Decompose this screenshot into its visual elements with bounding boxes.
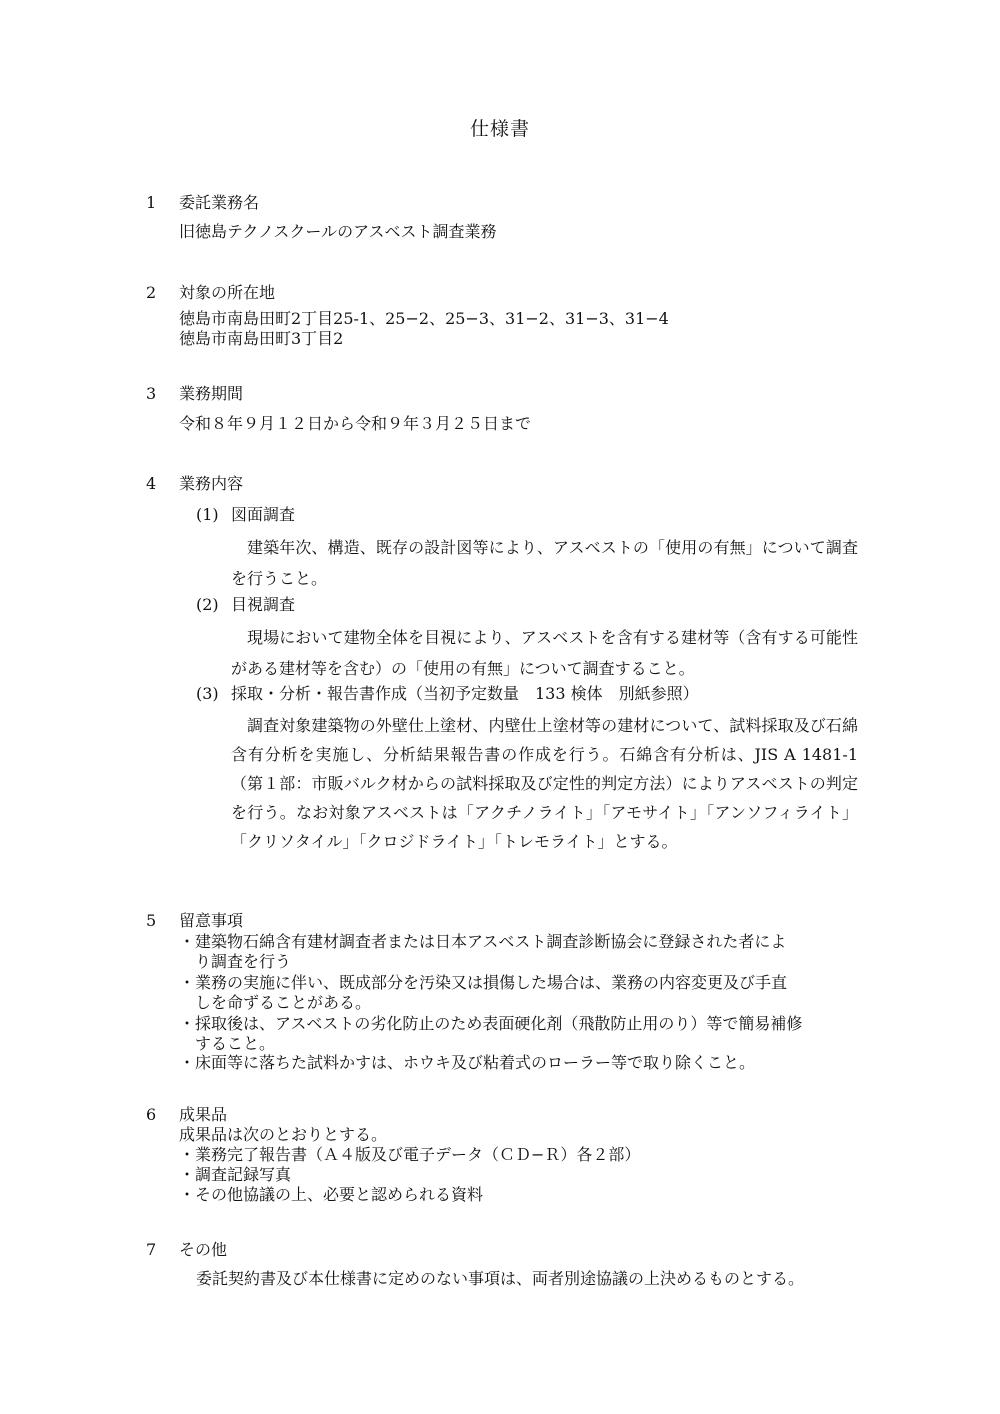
item-1-text: 建築年次、構造、既存の設計図等により、アスベストの「使用の有無」について調査を行うこと。 — [231, 538, 858, 588]
item-3-label: (3) — [196, 684, 219, 703]
section-2-address-2: 徳島市南島田町3丁目2 — [179, 329, 344, 348]
note-2-line-1: ・業務の実施に伴い、既成部分を汚染又は損傷した場合は、業務の内容変更及び手直 — [179, 973, 788, 992]
item-2-title: 目視調査 — [231, 595, 296, 614]
deliverable-1: ・業務完了報告書（Ａ４版及び電子データ（ＣＤ−Ｒ）各２部） — [179, 1145, 641, 1164]
deliverable-3: ・その他協議の上、必要と認められる資料 — [179, 1185, 484, 1204]
note-3-line-1: ・採取後は、アスベストの劣化防止のため表面硬化剤（飛散防止用のり）等で簡易補修 — [179, 1014, 803, 1033]
note-3-line-2: すること。 — [195, 1034, 276, 1053]
note-4: ・床面等に落ちた試料かすは、ホウキ及び粘着式のローラー等で取り除くこと。 — [179, 1053, 756, 1072]
section-3-number: 3 — [146, 384, 157, 403]
section-3-body: 令和８年９月１２日から令和９年３月２５日まで — [179, 414, 532, 433]
section-6-number: 6 — [146, 1105, 157, 1124]
section-4-number: 4 — [146, 474, 157, 493]
item-2-label: (2) — [196, 595, 219, 614]
section-5-number: 5 — [146, 911, 157, 930]
section-1-number: 1 — [146, 193, 157, 212]
section-7-body: 委託契約書及び本仕様書に定めのない事項は、両者別途協議の上決めるものとする。 — [196, 1269, 805, 1288]
section-7-heading: その他 — [179, 1240, 228, 1259]
section-7-number: 7 — [146, 1240, 157, 1259]
section-4-heading: 業務内容 — [179, 474, 244, 493]
section-2-address-1: 徳島市南島田町2丁目25-1、25−2、25−3、31−2、31−3、31−4 — [179, 309, 669, 328]
item-1-label: (1) — [196, 505, 219, 524]
section-6-heading: 成果品 — [179, 1105, 228, 1124]
document-title: 仕様書 — [469, 118, 530, 140]
section-3-heading: 業務期間 — [179, 384, 244, 403]
note-1-line-2: り調査を行う — [195, 952, 292, 971]
note-2-line-2: しを命ずることがある。 — [195, 993, 372, 1012]
item-3-text: 調査対象建築物の外壁仕上塗材、内壁仕上塗材等の建材について、試料採取及び石綿含有分析を実施し、分析結果報告書の作成を行う。石綿含有分析は、JIS A 1481-1（第１部：市販バルク材からの試料採取及び定性的判定方法）によりアスベストの判定を行う。なお対象アスベストは「アクチノライト」「アモサイト」「アンソフィライト」「クリソタイル」「クロジドライト」「トレモライト」とする。 — [231, 716, 858, 851]
deliverable-2: ・調査記録写真 — [179, 1165, 292, 1184]
item-2-text: 現場において建物全体を目視により、アスベストを含有する建材等（含有する可能性がある建材等を含む）の「使用の有無」について調査すること。 — [231, 628, 858, 678]
item-1-title: 図面調査 — [231, 505, 296, 524]
section-1-body: 旧徳島テクノスクールのアスベスト調査業務 — [179, 222, 497, 241]
note-1-line-1: ・建築物石綿含有建材調査者または日本アスベスト調査診断協会に登録された者によ — [179, 932, 787, 951]
section-5-heading: 留意事項 — [179, 911, 244, 930]
item-3-title: 採取・分析・報告書作成（当初予定数量 133 検体 別紙参照） — [231, 684, 699, 703]
deliverables-intro: 成果品は次のとおりとする。 — [179, 1125, 388, 1144]
section-2-number: 2 — [146, 283, 157, 302]
section-2-heading: 対象の所在地 — [179, 283, 276, 302]
section-1-heading: 委託業務名 — [179, 193, 260, 212]
